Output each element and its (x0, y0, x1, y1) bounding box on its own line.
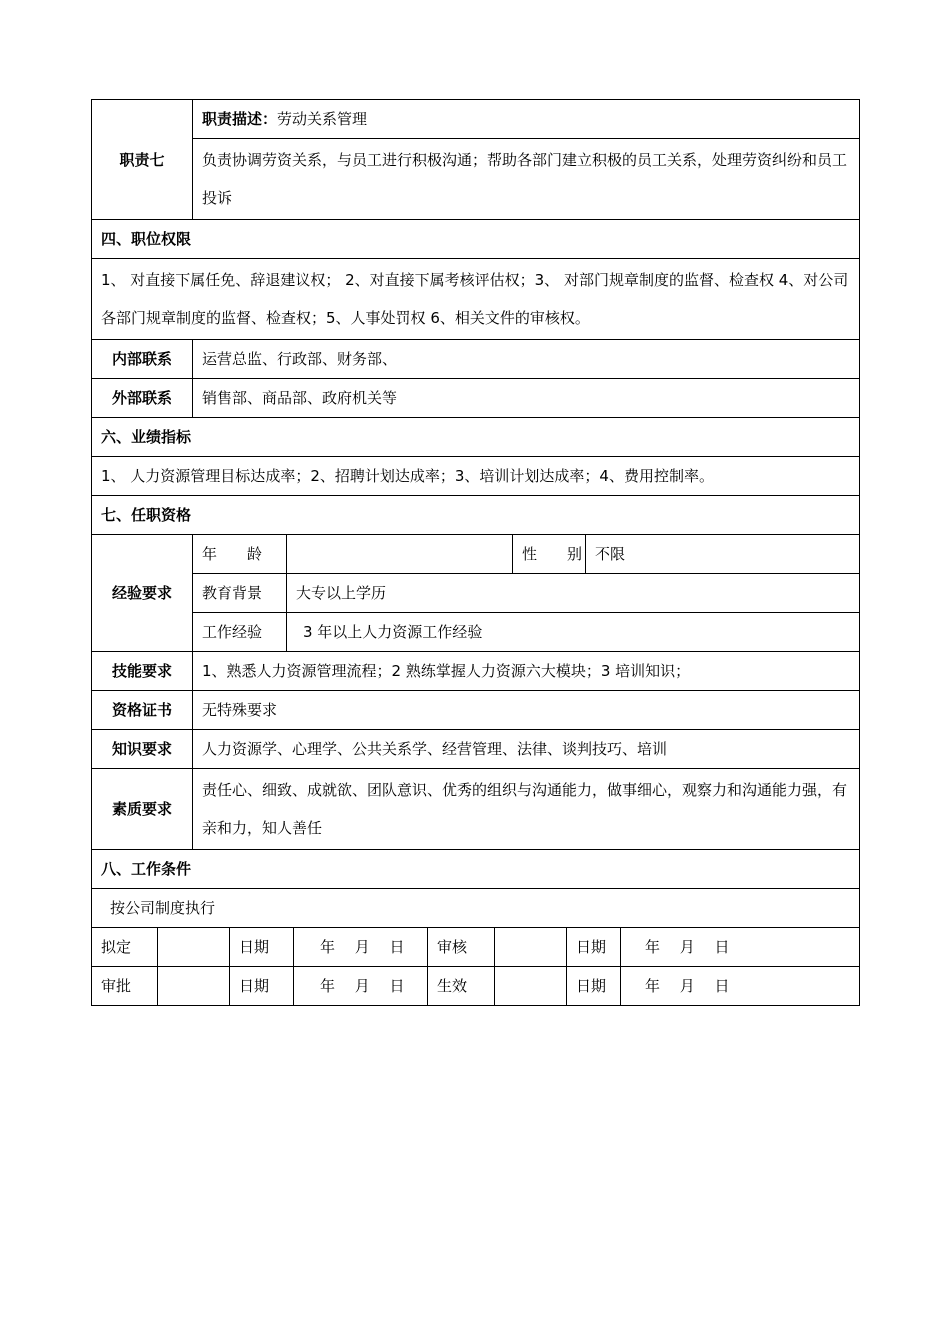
quality-label: 素质要求 (92, 769, 193, 850)
section6-content-row (92, 457, 860, 496)
section6-title: 六、业绩指标 (92, 418, 860, 457)
job-description-document (91, 99, 859, 1006)
external-contact-label: 外部联系 (92, 379, 193, 418)
review-date-label: 日期 (567, 928, 621, 967)
internal-contact-row (92, 340, 860, 379)
skills-label: 技能要求 (92, 652, 193, 691)
duty7-desc-row (92, 100, 860, 139)
internal-contact-value: 运营总监、行政部、财务部、 (193, 340, 860, 379)
signoff-table (91, 927, 860, 1006)
draft-date-value: 年 月 日 (294, 928, 428, 967)
section4-content: 1、 对直接下属任免、辞退建议权； 2、对直接下属考核评估权；3、 对部门规章制度的监督、检查权 4、对公司各部门规章制度的监督、检查权；5、人事处罚权 6、相关文件的审核权。 (92, 259, 860, 340)
quality-value: 责任心、细致、成就欲、团队意识、优秀的组织与沟通能力，做事细心，观察力和沟通能力强，有亲和力，知人善任 (193, 769, 860, 850)
age-label: 年 龄 (193, 535, 287, 574)
knowledge-value: 人力资源学、心理学、公共关系学、经营管理、法律、谈判技巧、培训 (193, 730, 860, 769)
knowledge-label: 知识要求 (92, 730, 193, 769)
age-gender-row (92, 535, 860, 574)
external-contact-value: 销售部、商品部、政府机关等 (193, 379, 860, 418)
draft-signature (158, 928, 230, 967)
education-label: 教育背景 (193, 574, 287, 613)
approve-date-value: 年 月 日 (294, 967, 428, 1006)
effective-label: 生效 (428, 967, 495, 1006)
approve-label: 审批 (92, 967, 158, 1006)
duty7-description (193, 100, 860, 139)
duty7-desc-label: 职责描述： (202, 110, 278, 128)
education-row (92, 574, 860, 613)
section8-content: 按公司制度执行 (92, 889, 860, 928)
work-experience-row (92, 613, 860, 652)
approve-signature (158, 967, 230, 1006)
certificate-row (92, 691, 860, 730)
skills-row (92, 652, 860, 691)
section4-title-row (92, 220, 860, 259)
certificate-label: 资格证书 (92, 691, 193, 730)
review-signature (495, 928, 567, 967)
quality-row (92, 769, 860, 850)
review-label: 审核 (428, 928, 495, 967)
gender-value: 不限 (586, 535, 860, 574)
signoff-row-2 (92, 967, 860, 1006)
duty7-desc-value: 劳动关系管理 (277, 110, 368, 128)
section8-content-row (92, 889, 860, 928)
effective-signature (495, 967, 567, 1006)
draft-date-label: 日期 (230, 928, 294, 967)
external-contact-row (92, 379, 860, 418)
work-experience-label: 工作经验 (193, 613, 287, 652)
approve-date-label: 日期 (230, 967, 294, 1006)
duty7-content-row (92, 139, 860, 220)
skills-value: 1、熟悉人力资源管理流程；2 熟练掌握人力资源六大模块；3 培训知识； (193, 652, 860, 691)
section6-content: 1、 人力资源管理目标达成率；2、招聘计划达成率；3、培训计划达成率；4、费用控制率。 (92, 457, 860, 496)
section8-title-row (92, 850, 860, 889)
section8-title: 八、工作条件 (92, 850, 860, 889)
experience-label: 经验要求 (92, 535, 193, 652)
education-value: 大专以上学历 (287, 574, 860, 613)
draft-label: 拟定 (92, 928, 158, 967)
gender-label: 性 别 (513, 535, 586, 574)
effective-date-label: 日期 (567, 967, 621, 1006)
review-date-value: 年 月 日 (621, 928, 860, 967)
knowledge-row (92, 730, 860, 769)
section7-title: 七、任职资格 (92, 496, 860, 535)
effective-date-value: 年 月 日 (621, 967, 860, 1006)
internal-contact-label: 内部联系 (92, 340, 193, 379)
duty7-content: 负责协调劳资关系，与员工进行积极沟通；帮助各部门建立积极的员工关系，处理劳资纠纷和员工投诉 (193, 139, 860, 220)
work-experience-value: 3 年以上人力资源工作经验 (287, 613, 860, 652)
age-value (287, 535, 513, 574)
section4-title: 四、职位权限 (92, 220, 860, 259)
job-description-table (91, 99, 860, 928)
section6-title-row (92, 418, 860, 457)
signoff-row-1 (92, 928, 860, 967)
certificate-value: 无特殊要求 (193, 691, 860, 730)
duty7-label: 职责七 (92, 100, 193, 220)
section4-content-row (92, 259, 860, 340)
section7-title-row (92, 496, 860, 535)
